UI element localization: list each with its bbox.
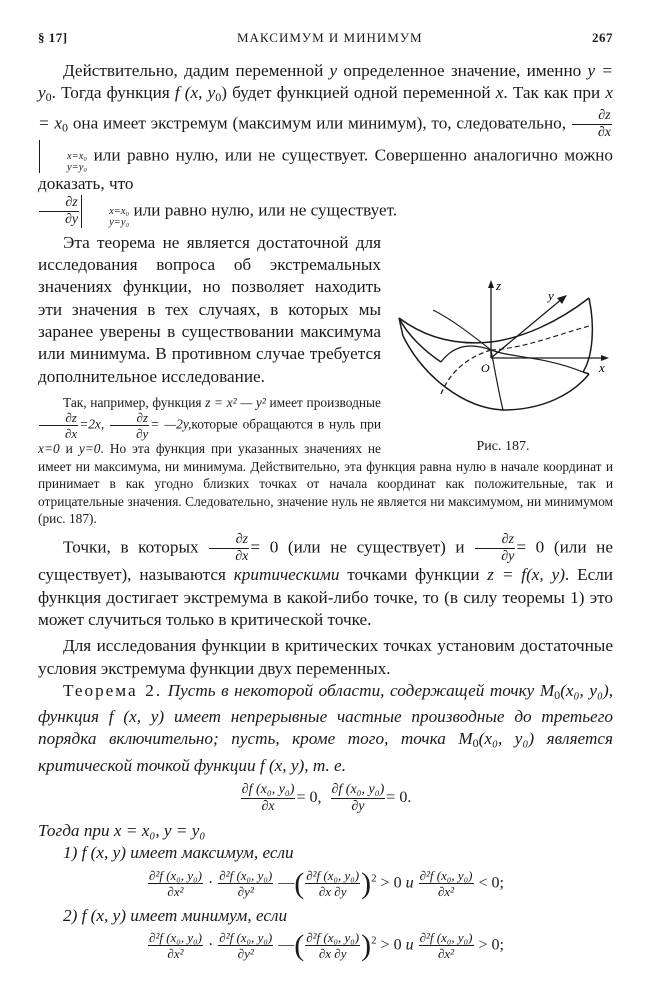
origin-label: O <box>481 360 490 375</box>
theorem-2: Теорема 2. Пусть в некоторой области, содержащей точку $M_0(x_0$, y₀), функция f (x, y) имеет непрерывные частные производные до третьего порядка включительно; пусть, кроме того, точка $M_0(x_0$, y₀) является критической точкой функции f (x, y), т. е. <box>38 680 613 775</box>
partial-z-x-crit: $\frac{\partial z}{\partial x}$ <box>209 533 249 564</box>
case-2-label: 2) f (x, y) имеет минимум, если <box>63 905 288 925</box>
paragraph-sufficient-conditions: Для исследования функции в критических точках установим достаточные условия экстремума функции двух переменных. <box>38 636 613 678</box>
saddle-surface-figure <box>393 276 613 426</box>
saddle-top-edge <box>399 298 589 343</box>
page-number: 267 <box>592 30 613 45</box>
paragraph-critical-points: Точки, в которых $\frac{\partial z}{\partial x}$ = 0 (или не существует) и $\frac{\partial z}{\partial y}$ = 0 (или не существует), называются критическими точками функции z = f(x, y). Если функция достигает экстремума в какой-либо точке, то (в силу теоремы 1) это может случиться только в критической точке. <box>38 532 614 629</box>
y-label: y <box>548 287 554 303</box>
theorem-label: Теорема 2. <box>63 680 163 700</box>
paragraph-theorem-note: Эта теорема не является достаточной для исследования вопроса об экстремальных значениях функции, но позволяет находить эти значения в тех случаях, в которых мы заранее уверены в существовании максимума или минимума. В противном случае требуется дополнительное исследование. <box>38 232 381 386</box>
page <box>38 30 613 965</box>
section-number: § 17] <box>38 30 68 45</box>
z-axis-arrow <box>488 280 494 288</box>
figure-187 <box>393 276 613 455</box>
case-1-formula: $\frac{\text{∂²f (x₀, y₀)}}{\text{∂x²}}$ · $\frac{\text{∂²f (x₀, y₀)}}{\text{∂y²}}$ —( $\frac{\text{∂²f (x₀, y₀)}}{\partial x \partial y}$ )$^2$ > 0 и $\frac{\text{∂²f (x₀, y₀)}}{\text{∂x²}}$ < 0; <box>149 866 504 900</box>
page-header <box>38 30 613 46</box>
partial-z-y: $\frac{\partial z}{\partial y}$ <box>39 196 79 227</box>
z-label: z <box>496 277 502 293</box>
partial-z-x: $\frac{\partial z}{\partial x}$ <box>572 109 612 140</box>
figure-caption: Рис. 187. <box>476 438 530 454</box>
partial-z-y-crit: $\frac{\partial z}{\partial y}$ <box>475 533 515 564</box>
paragraph-with-figure <box>38 232 613 528</box>
critical-point-formula: $\frac{\text{∂f (x₀, y₀)}}{\partial x}$ = 0, $\frac{\text{∂f (x₀, y₀)}}{\partial y}$ = 0. <box>241 782 412 815</box>
saddle-mid-curve <box>441 346 583 372</box>
partial-z-y-small: $\frac{\partial z}{\partial y}$ <box>110 411 149 440</box>
evaluation-bar: x=x₀ y=y₀ <box>81 195 129 228</box>
evaluation-bar: x=x₀ y=y₀ <box>39 140 87 173</box>
saddle-front-curve <box>491 350 503 410</box>
then-clause: Тогда при x = x₀, y = y₀ <box>38 821 206 841</box>
saddle-right-edge <box>583 298 592 372</box>
paragraph-proof: Действительно, дадим переменной y определенное значение, именно $y = y_0$. Тогда функция f (x, $y_0$) будет функцией одной переменной x. Так как при $x = x_0$ она имеет экстремум (максимум или минимум), то, следовательно, $\frac{\partial z}{\partial x}$ x=x₀ y=y₀ или равно нулю, или не существует. Совершенно аналогично можно доказать, что $\frac{\partial z}{\partial y}$ x=x₀ y=y₀ или равно нулю, или не существует. <box>38 61 613 228</box>
saddle-bottom-edge <box>403 336 589 410</box>
paragraph-example: Так, например, функция z = x² — y² имеет производные $\frac{\partial z}{\partial x}$ =2x, $\frac{\partial z}{\partial y}$ = —2y,которые обращаются в нуль при x=0 и y=0. Но эта функция при указанных значениях не имеет ни максимума, ни минимума. Действительно, эта функция равна нулю в начале координат и принимает в как угодно близких точках от начала координат как положительные, так и отрицательные значения. Следовательно, значение нуль не является ни максимумом, ни минимумом (рис. 187). <box>38 394 613 526</box>
case-2-formula: $\frac{\text{∂²f (x₀, y₀)}}{\text{∂x²}}$ · $\frac{\text{∂²f (x₀, y₀)}}{\text{∂y²}}$ —( $\frac{\text{∂²f (x₀, y₀)}}{\partial x \partial y}$ )$^2$ > 0 и $\frac{\text{∂²f (x₀, y₀)}}{\text{∂x²}}$ > 0; <box>149 928 504 962</box>
saddle-back-curve <box>433 310 491 350</box>
y-axis-arrow <box>557 295 567 304</box>
running-title: МАКСИМУМ И МИНИМУМ <box>236 30 423 45</box>
case-1-label: 1) f (x, y) имеет максимум, если <box>63 843 294 863</box>
partial-z-x-small: $\frac{\partial z}{\partial x}$ <box>39 411 78 440</box>
x-label: x <box>599 359 605 375</box>
